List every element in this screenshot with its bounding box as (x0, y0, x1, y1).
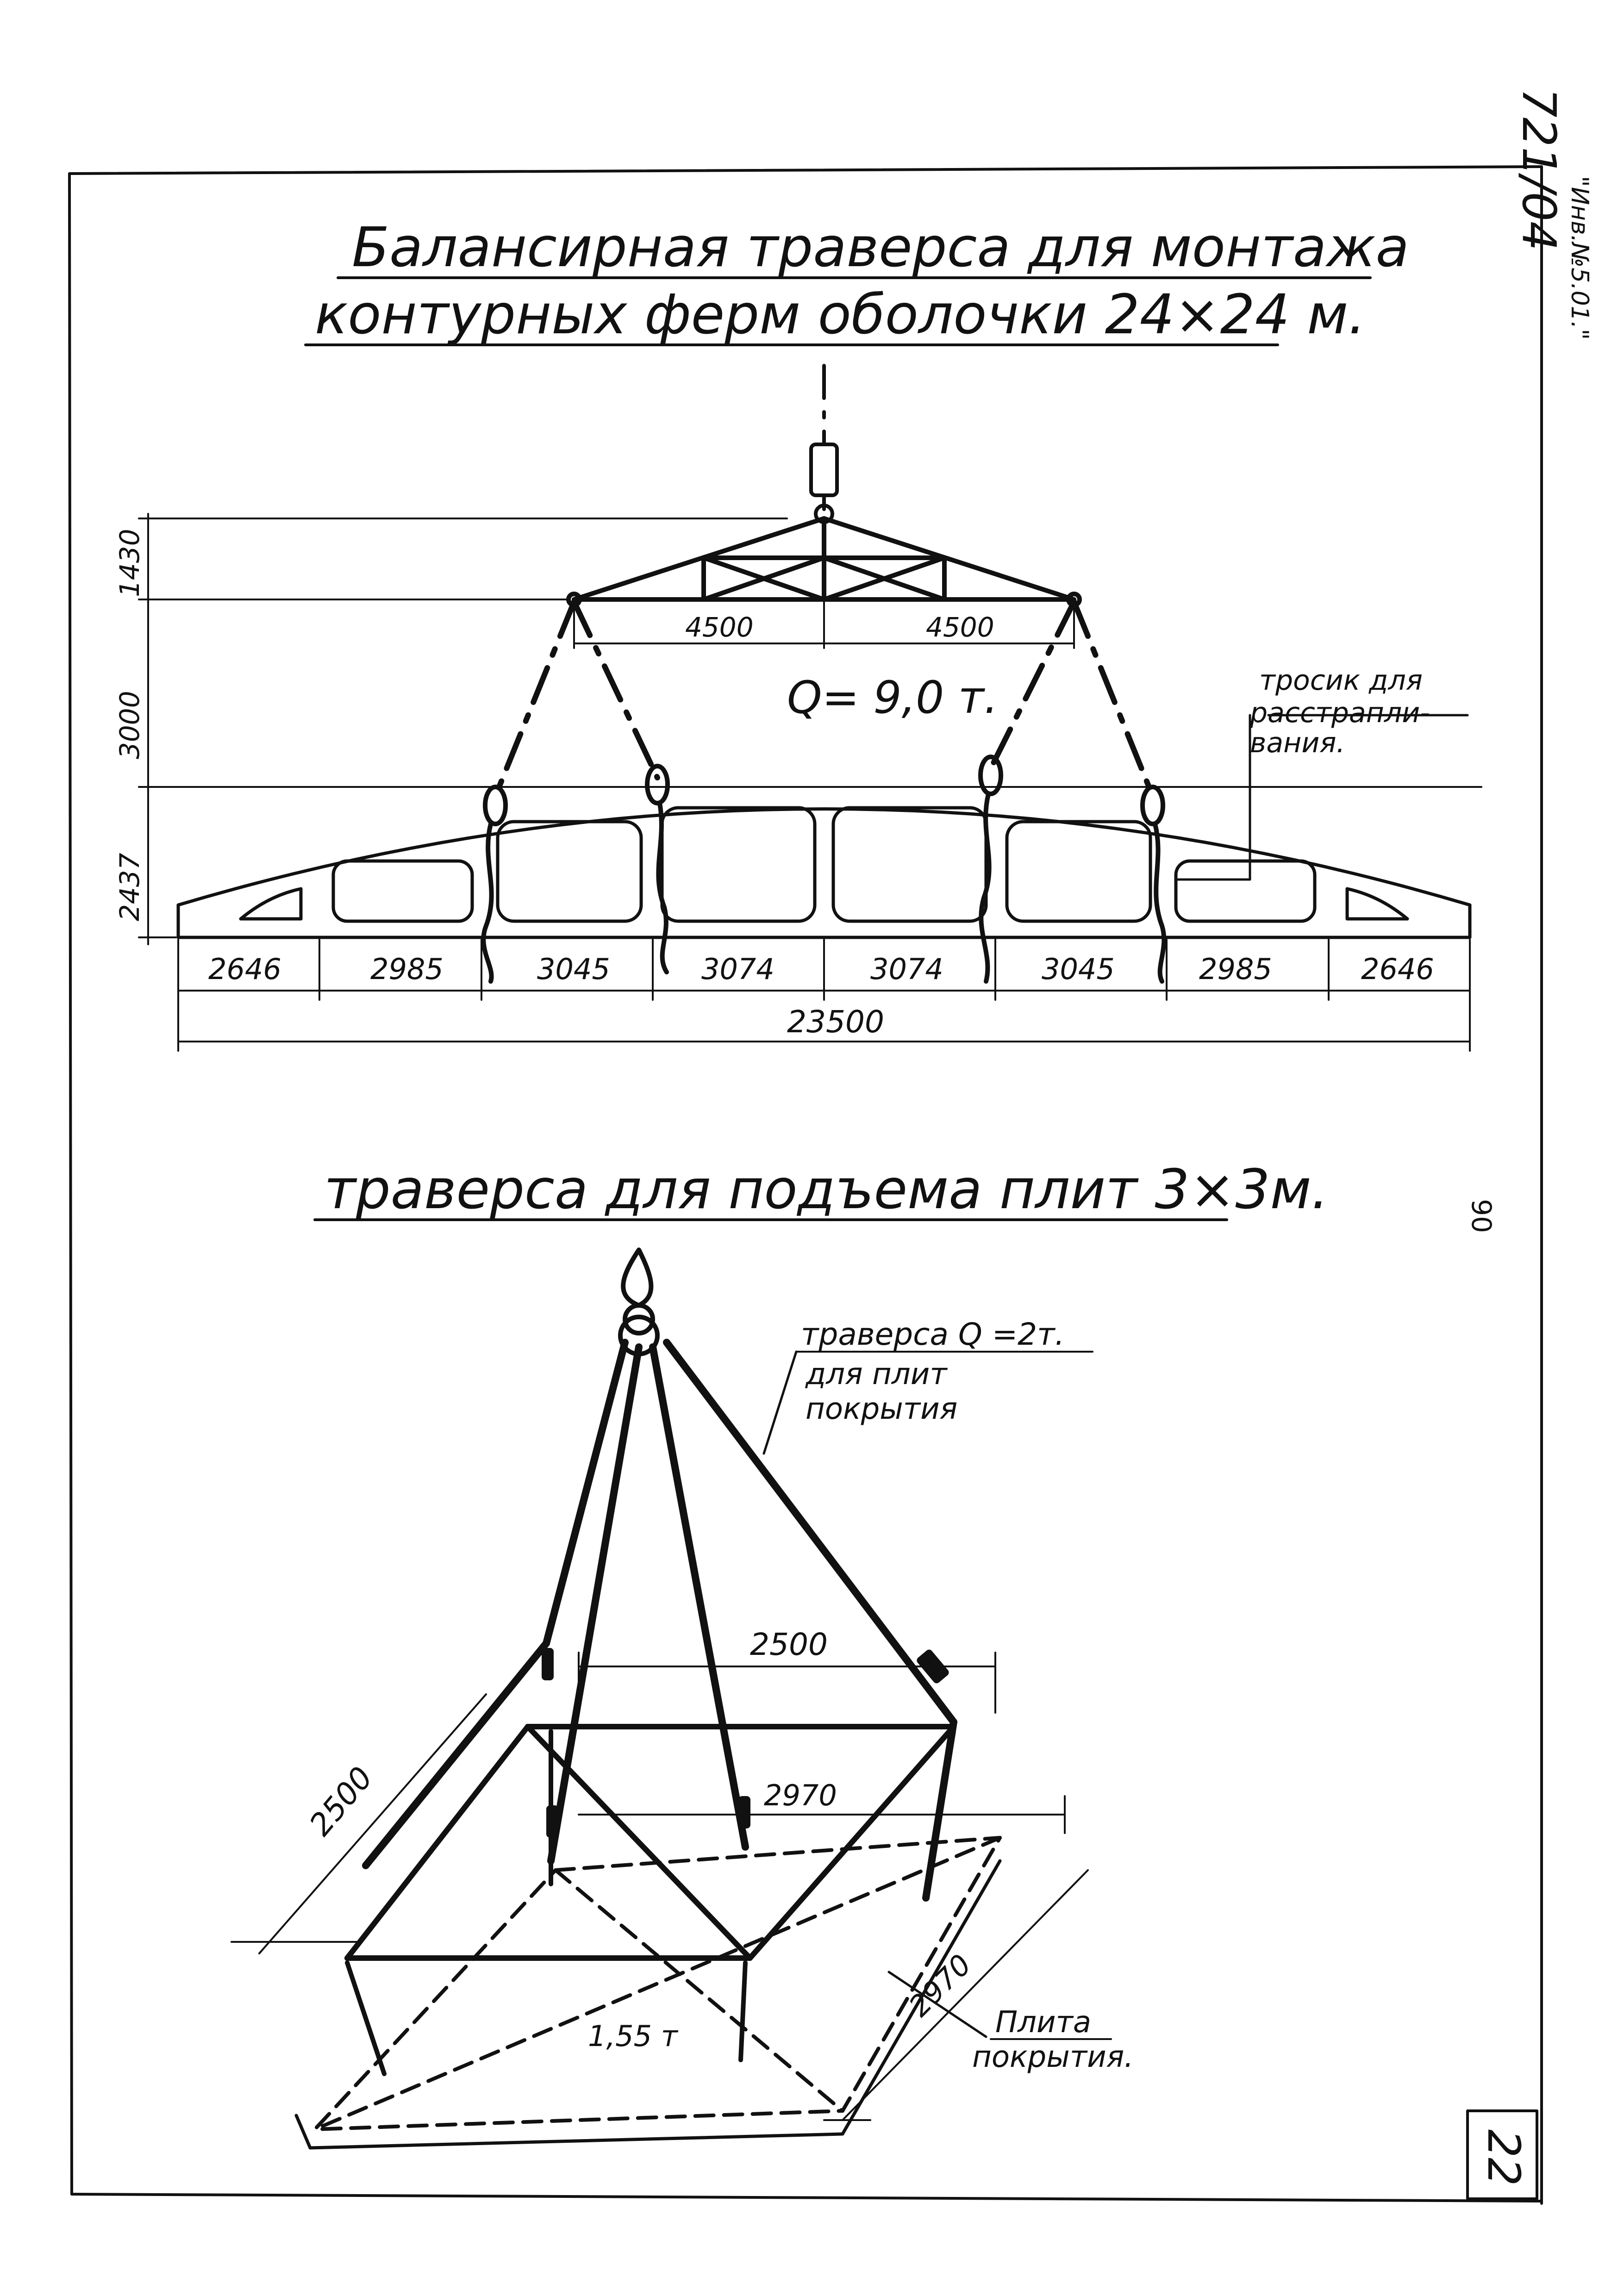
spreader-truss (568, 518, 1080, 605)
total-length: 23500 (787, 1004, 884, 1040)
rope-note-line2: расстрапли- (1250, 697, 1430, 729)
margin-number: 90 (1466, 1199, 1497, 1233)
slab-label-1: Плита (995, 2005, 1092, 2040)
seg-6: 3045 (1042, 952, 1115, 986)
top-title-line1: Балансирная траверса для монтажа (352, 215, 1409, 279)
dim-2500-top: 2500 (750, 1627, 828, 1662)
dim-3000: 3000 (114, 691, 145, 759)
stamp-code: 721/04 (1512, 88, 1566, 251)
bottom-title: траверса для подъема плит 3×3м. (324, 1157, 1329, 1221)
dim-2500-left: 2500 (302, 1760, 380, 1843)
seg-5: 3074 (870, 952, 943, 986)
spreader-label-1: траверса Q =2т. (801, 1316, 1065, 1352)
dim-4500-right: 4500 (926, 611, 994, 643)
page-number: 22 (1478, 2129, 1530, 2186)
seg-7: 2985 (1199, 952, 1272, 986)
page-number-box (1468, 2111, 1537, 2199)
seg-4: 3074 (701, 952, 775, 986)
rope-splices (542, 1648, 950, 1838)
seg-3: 3045 (537, 952, 610, 986)
rope-note-line3: вания. (1250, 727, 1345, 759)
spreader-label-3: покрытия (806, 1392, 958, 1426)
dim-1430: 1430 (114, 529, 145, 597)
bottom-drawing (231, 1157, 1497, 2148)
roof-slab (315, 1838, 1000, 2129)
load-label: Q= 9,0 т. (787, 672, 999, 724)
seg-1: 2646 (208, 952, 281, 986)
top-title-line2: контурных ферм оболочки 24×24 м. (315, 282, 1366, 346)
dim-upper (574, 602, 1074, 648)
spreader-label-2: для плит (806, 1357, 947, 1391)
hook-shackle (811, 444, 837, 522)
dim-center: 1,55 т (588, 2019, 678, 2053)
seg-2: 2985 (370, 952, 443, 986)
slab-label-2: покрытия. (972, 2040, 1134, 2074)
side-note: "Инв.№5.01." (1566, 176, 1593, 340)
top-drawing (114, 215, 1481, 1051)
dim-4500-left: 4500 (685, 611, 754, 643)
slab-edge (296, 1861, 1000, 2148)
dim-2970-side: 2970 (902, 1947, 978, 2023)
spreader-leader (764, 1352, 796, 1454)
dim-2437: 2437 (114, 853, 145, 921)
dim-2970-top: 2970 (764, 1778, 837, 1812)
spreader-frame (347, 1727, 954, 1958)
sling-rings (485, 757, 1163, 824)
seg-8: 2646 (1361, 952, 1434, 986)
rope-note-line1: тросик для (1259, 664, 1423, 697)
arched-truss (178, 808, 1470, 937)
crane-hook-icon (620, 1250, 657, 1354)
